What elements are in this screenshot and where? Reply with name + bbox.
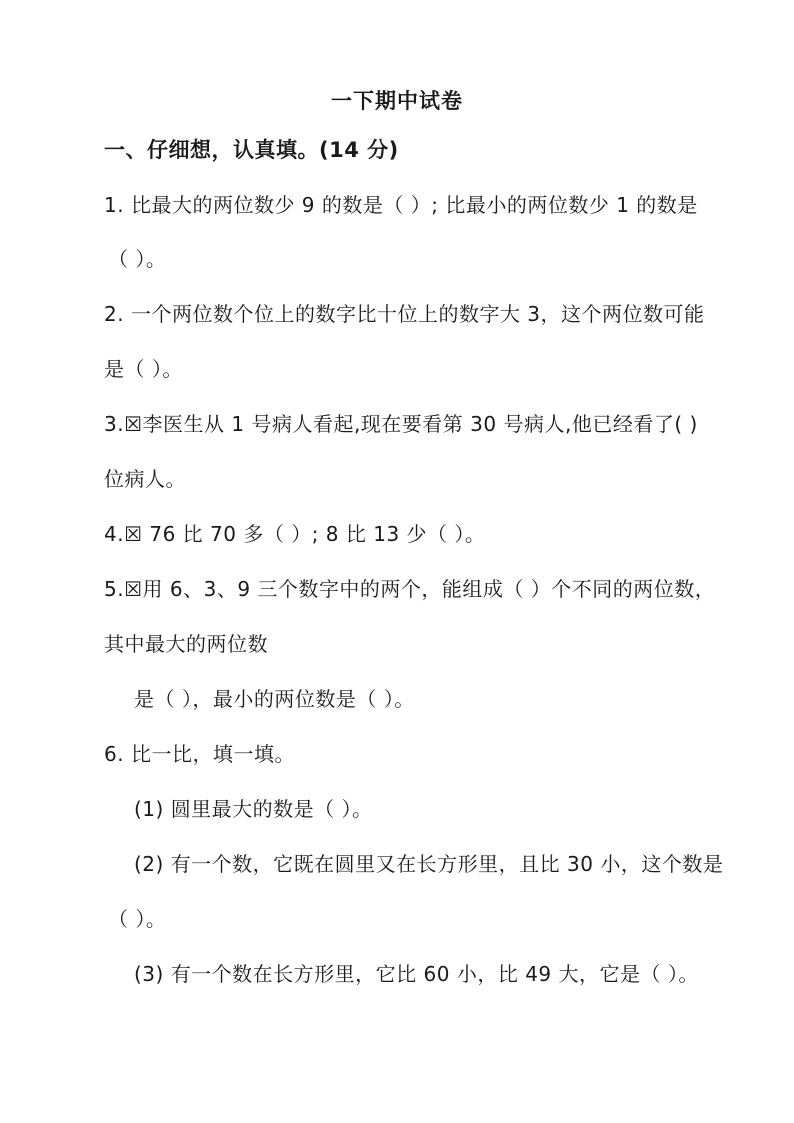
page-title: 一下期中试卷 [331,89,463,113]
question-6-sub-1: (1) 圆里最大的数是（ ）。 [134,797,373,821]
question-5-line-1: 5.☒用 6、3、9 三个数字中的两个，能组成（ ）个不同的两位数， [104,577,716,601]
question-1-line-1: 1. 比最大的两位数少 9 的数是（ ）; 比最小的两位数少 1 的数是 [104,193,698,217]
section-heading: 一、仔细想，认真填。(14 分) [104,138,399,162]
question-6-sub-2-line-2: （ ）。 [108,907,167,931]
question-2-line-2: 是（ ）。 [104,357,183,381]
question-3-line-2: 位病人。 [104,467,186,491]
question-4-line-1: 4.☒ 76 比 70 多（ ）; 8 比 13 少（ ）。 [104,522,486,546]
question-5-line-2: 其中最大的两位数 [104,632,268,656]
question-6-line-1: 6. 比一比，填一填。 [104,742,295,766]
question-5-line-3: 是（ ），最小的两位数是（ ）。 [134,687,415,711]
question-2-line-1: 2. 一个两位数个位上的数字比十位上的数字大 3，这个两位数可能 [104,302,705,326]
question-1-line-2: （ ）。 [108,247,167,271]
question-6-sub-3: (3) 有一个数在长方形里，它比 60 小，比 49 大，它是（ ）。 [134,962,699,986]
question-6-sub-2-line-1: (2) 有一个数，它既在圆里又在长方形里，且比 30 小，这个数是 [134,852,724,876]
question-3-line-1: 3.☒李医生从 1 号病人看起,现在要看第 30 号病人,他已经看了( ) [104,412,698,436]
